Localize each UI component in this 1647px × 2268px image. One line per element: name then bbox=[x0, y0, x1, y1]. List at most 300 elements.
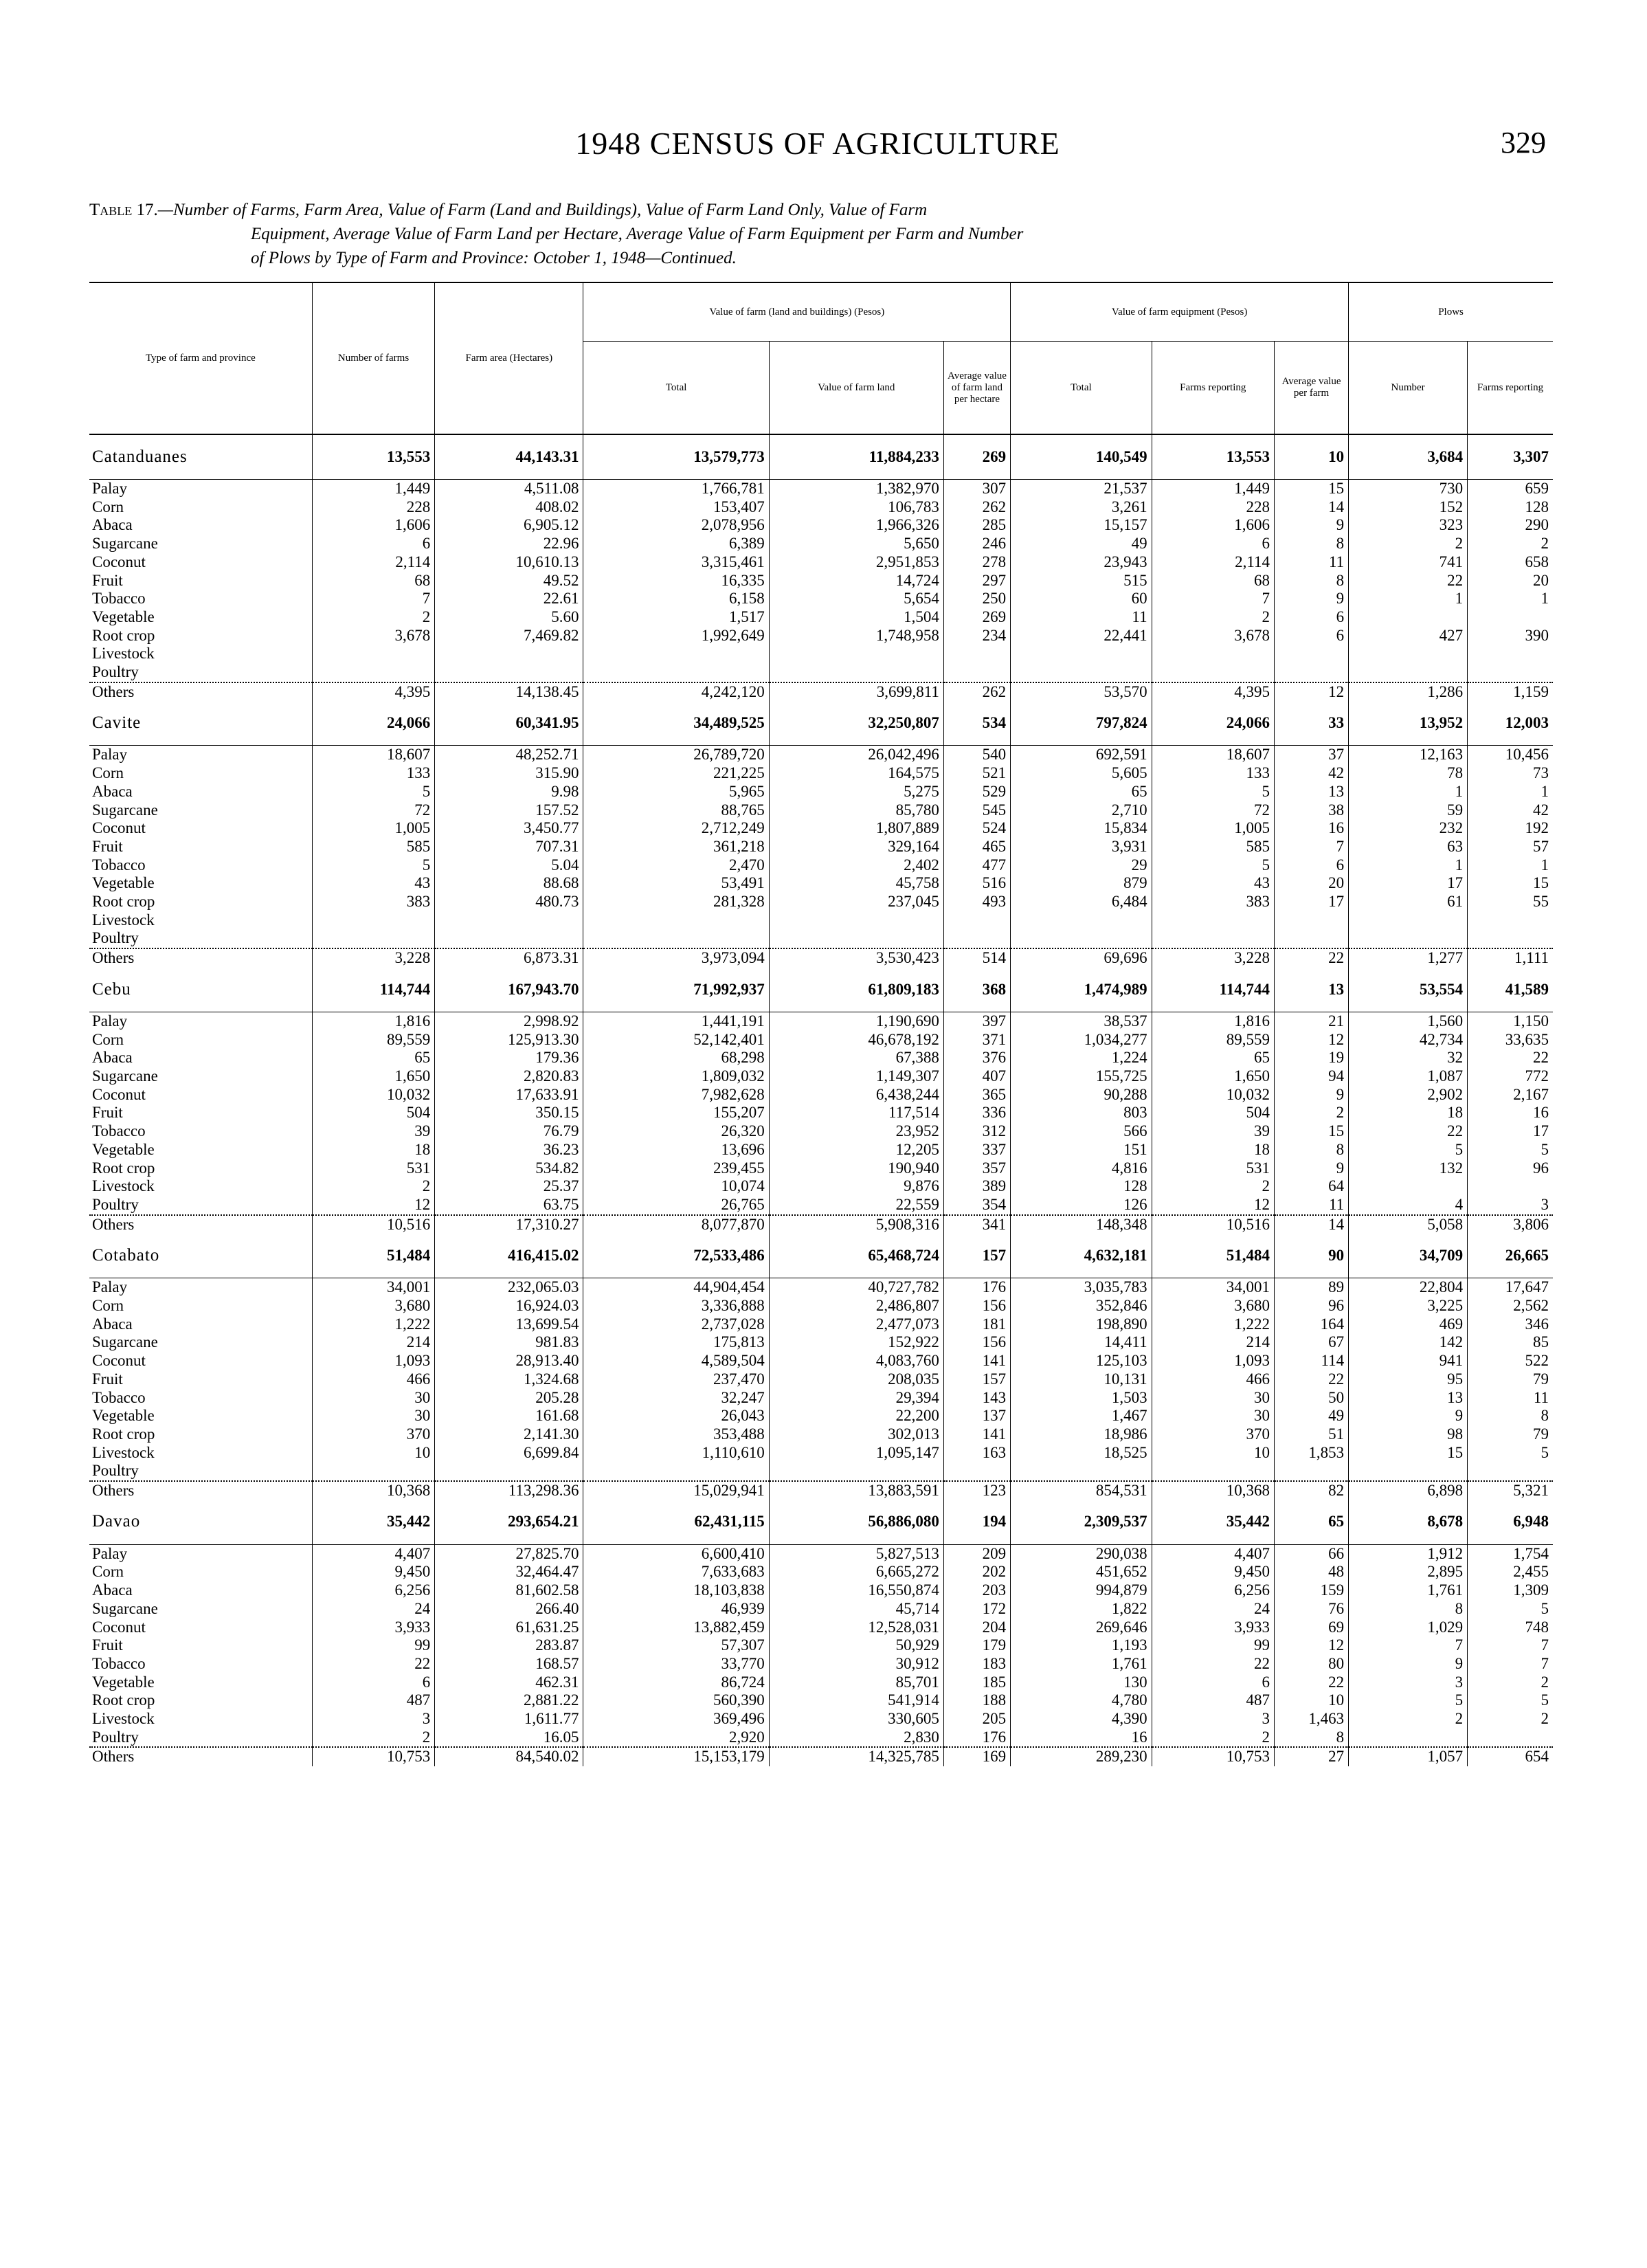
table-cell: 232,065.03 bbox=[435, 1278, 583, 1297]
table-cell: 153,407 bbox=[583, 498, 769, 517]
table-cell: 65,468,724 bbox=[769, 1234, 943, 1278]
table-cell: 214 bbox=[1152, 1333, 1274, 1352]
table-cell: 1,150 bbox=[1468, 1012, 1553, 1030]
table-cell: 5 bbox=[1349, 1691, 1468, 1710]
caption-line-1: —Number of Farms, Farm Area, Value of Farm (Land and Buildings), Value of Farm Land Only, Value of Farm bbox=[157, 201, 928, 219]
row-label: Others bbox=[89, 948, 312, 968]
table-cell: 17 bbox=[1274, 893, 1348, 911]
table-cell bbox=[769, 911, 943, 930]
table-cell: 1,029 bbox=[1349, 1619, 1468, 1637]
table-cell: 98 bbox=[1349, 1425, 1468, 1444]
table-cell: 4,511.08 bbox=[435, 480, 583, 498]
table-cell: 2,477,073 bbox=[769, 1315, 943, 1334]
table-cell: 38,537 bbox=[1011, 1012, 1152, 1030]
row-label: Cavite bbox=[89, 701, 312, 746]
table-cell: 2 bbox=[1152, 1728, 1274, 1748]
table-cell: 707.31 bbox=[435, 838, 583, 856]
table-cell: 524 bbox=[943, 819, 1010, 838]
table-cell: 2 bbox=[1468, 1710, 1553, 1728]
census-table bbox=[89, 282, 1553, 1766]
table-cell: 18 bbox=[312, 1141, 434, 1159]
row-label: Root crop bbox=[92, 626, 155, 644]
table-cell: 293,654.21 bbox=[435, 1500, 583, 1545]
table-cell: 16 bbox=[1011, 1728, 1152, 1748]
col-group-value-farm: Value of farm (land and buildings) (Pesos) bbox=[583, 282, 1011, 342]
row-label: Abaca bbox=[92, 1315, 133, 1333]
table-cell bbox=[1468, 929, 1553, 948]
table-cell: 21 bbox=[1274, 1012, 1348, 1030]
table-cell: 63 bbox=[1349, 838, 1468, 856]
table-cell: 209 bbox=[943, 1544, 1010, 1563]
table-cell: 84,540.02 bbox=[435, 1747, 583, 1766]
table-cell: 246 bbox=[943, 535, 1010, 553]
row-label: Livestock bbox=[92, 911, 155, 929]
table-cell: 1 bbox=[1349, 590, 1468, 608]
table-cell: 6,948 bbox=[1468, 1500, 1553, 1545]
table-cell: 20 bbox=[1274, 874, 1348, 893]
table-cell: 10,032 bbox=[312, 1086, 434, 1104]
table-cell: 44,904,454 bbox=[583, 1278, 769, 1297]
table-cell bbox=[312, 1462, 434, 1481]
table-cell: 51,484 bbox=[1152, 1234, 1274, 1278]
table-cell: 35,442 bbox=[312, 1500, 434, 1545]
table-cell: 2,902 bbox=[1349, 1086, 1468, 1104]
table-cell: 407 bbox=[943, 1067, 1010, 1086]
table-cell: 10,753 bbox=[312, 1747, 434, 1766]
table-cell: 6 bbox=[1152, 535, 1274, 553]
table-cell: 10,516 bbox=[1152, 1215, 1274, 1234]
table-cell: 1,093 bbox=[312, 1352, 434, 1370]
table-cell: 214 bbox=[312, 1333, 434, 1352]
row-label: Others bbox=[89, 1481, 312, 1500]
table-cell: 3,678 bbox=[312, 627, 434, 645]
table-number: Table 17. bbox=[89, 201, 158, 219]
table-row bbox=[89, 1462, 1553, 1481]
table-cell: 4,395 bbox=[312, 682, 434, 702]
table-cell bbox=[1349, 911, 1468, 930]
table-cell: 9 bbox=[1274, 1159, 1348, 1178]
row-label: Fruit bbox=[92, 1636, 123, 1654]
table-cell: 1,449 bbox=[1152, 480, 1274, 498]
table-cell: 24,066 bbox=[1152, 701, 1274, 746]
row-label: Tobacco bbox=[92, 1122, 146, 1140]
table-cell: 12,003 bbox=[1468, 701, 1553, 746]
table-row bbox=[89, 572, 1553, 590]
table-cell: 2,486,807 bbox=[769, 1297, 943, 1315]
table-cell: 22 bbox=[1349, 572, 1468, 590]
table-cell: 427 bbox=[1349, 627, 1468, 645]
table-cell: 9,450 bbox=[1152, 1563, 1274, 1581]
table-cell: 1,650 bbox=[1152, 1067, 1274, 1086]
table-cell: 16 bbox=[1468, 1104, 1553, 1122]
table-cell: 34,001 bbox=[312, 1278, 434, 1297]
table-cell: 346 bbox=[1468, 1315, 1553, 1334]
table-cell: 183 bbox=[943, 1655, 1010, 1674]
table-cell: 3 bbox=[1468, 1196, 1553, 1215]
row-label: Root crop bbox=[92, 1159, 155, 1177]
table-cell: 29 bbox=[1011, 856, 1152, 875]
table-row bbox=[89, 1196, 1553, 1215]
table-cell: 1,761 bbox=[1349, 1581, 1468, 1600]
table-cell: 72,533,486 bbox=[583, 1234, 769, 1278]
province-row bbox=[89, 1234, 1553, 1278]
table-cell: 2,141.30 bbox=[435, 1425, 583, 1444]
table-cell: 34,709 bbox=[1349, 1234, 1468, 1278]
table-cell: 13 bbox=[1349, 1389, 1468, 1408]
table-cell: 6 bbox=[312, 1674, 434, 1692]
table-cell: 57,307 bbox=[583, 1636, 769, 1655]
page-header bbox=[89, 125, 1546, 173]
table-cell: 53,491 bbox=[583, 874, 769, 893]
table-cell: 1,650 bbox=[312, 1067, 434, 1086]
table-cell: 521 bbox=[943, 764, 1010, 783]
table-cell: 22 bbox=[1274, 1674, 1348, 1692]
table-cell: 4 bbox=[1349, 1196, 1468, 1215]
row-label: Fruit bbox=[92, 571, 123, 589]
table-cell: 368 bbox=[943, 968, 1010, 1012]
table-cell: 2 bbox=[1152, 1177, 1274, 1196]
table-cell: 336 bbox=[943, 1104, 1010, 1122]
table-row bbox=[89, 874, 1553, 893]
table-cell: 1 bbox=[1468, 590, 1553, 608]
table-cell: 692,591 bbox=[1011, 746, 1152, 764]
table-cell: 5,908,316 bbox=[769, 1215, 943, 1234]
table-cell: 13 bbox=[1274, 968, 1348, 1012]
table-caption bbox=[89, 198, 1553, 270]
table-cell: 37 bbox=[1274, 746, 1348, 764]
table-cell: 469 bbox=[1349, 1315, 1468, 1334]
table-cell: 17,310.27 bbox=[435, 1215, 583, 1234]
table-row bbox=[89, 1297, 1553, 1315]
table-cell: 30 bbox=[1152, 1389, 1274, 1408]
table-cell: 3,806 bbox=[1468, 1215, 1553, 1234]
row-label: Coconut bbox=[92, 1085, 146, 1103]
table-cell: 14 bbox=[1274, 498, 1348, 517]
table-cell: 94 bbox=[1274, 1067, 1348, 1086]
table-cell: 451,652 bbox=[1011, 1563, 1152, 1581]
table-cell: 46,939 bbox=[583, 1600, 769, 1619]
caption-line-3: of Plows by Type of Farm and Province: October 1, 1948—Continued. bbox=[251, 249, 737, 267]
table-cell: 89,559 bbox=[312, 1031, 434, 1049]
table-cell: 1,190,690 bbox=[769, 1012, 943, 1030]
table-cell: 76 bbox=[1274, 1600, 1348, 1619]
table-row bbox=[89, 1122, 1553, 1141]
col-avg-value-land: Average value of farm land per hectare bbox=[943, 342, 1010, 435]
row-label: Root crop bbox=[92, 893, 155, 911]
col-total: Total bbox=[583, 342, 769, 435]
table-row bbox=[89, 516, 1553, 535]
table-cell: 6,256 bbox=[1152, 1581, 1274, 1600]
table-cell: 6,484 bbox=[1011, 893, 1152, 911]
table-cell bbox=[1011, 911, 1152, 930]
table-cell: 514 bbox=[943, 948, 1010, 968]
table-cell: 2,737,028 bbox=[583, 1315, 769, 1334]
table-cell: 7 bbox=[1468, 1636, 1553, 1655]
table-cell: 10,074 bbox=[583, 1177, 769, 1196]
table-cell: 390 bbox=[1468, 627, 1553, 645]
table-cell: 18 bbox=[1349, 1104, 1468, 1122]
table-cell: 3,315,461 bbox=[583, 553, 769, 572]
table-cell bbox=[943, 1462, 1010, 1481]
table-cell: 46,678,192 bbox=[769, 1031, 943, 1049]
table-cell: 148,348 bbox=[1011, 1215, 1152, 1234]
table-cell bbox=[435, 1462, 583, 1481]
table-cell: 12,205 bbox=[769, 1141, 943, 1159]
table-cell: 2,710 bbox=[1011, 801, 1152, 820]
table-cell: 185 bbox=[943, 1674, 1010, 1692]
table-cell bbox=[1274, 663, 1348, 682]
table-row bbox=[89, 911, 1553, 930]
row-label: Poultry bbox=[92, 1462, 139, 1480]
row-label: Coconut bbox=[92, 1618, 146, 1636]
col-farms-reporting: Farms reporting bbox=[1152, 342, 1274, 435]
caption-line-2: Equipment, Average Value of Farm Land per Hectare, Average Value of Farm Equipment per Farm and Number bbox=[251, 225, 1024, 243]
table-cell bbox=[583, 645, 769, 663]
table-cell: 3,035,783 bbox=[1011, 1278, 1152, 1297]
table-row bbox=[89, 929, 1553, 948]
table-cell: 60,341.95 bbox=[435, 701, 583, 746]
table-cell bbox=[943, 663, 1010, 682]
table-cell: 69 bbox=[1274, 1619, 1348, 1637]
row-label: Livestock bbox=[92, 1443, 155, 1461]
table-cell: 10 bbox=[1152, 1444, 1274, 1463]
table-cell: 3,933 bbox=[1152, 1619, 1274, 1637]
table-cell bbox=[1468, 1177, 1553, 1196]
table-cell: 45,758 bbox=[769, 874, 943, 893]
table-cell: 34,001 bbox=[1152, 1278, 1274, 1297]
row-label: Cebu bbox=[89, 968, 312, 1012]
table-cell bbox=[1274, 1462, 1348, 1481]
table-cell: 130 bbox=[1011, 1674, 1152, 1692]
page-number: 329 bbox=[1501, 126, 1546, 159]
table-cell: 5 bbox=[1152, 856, 1274, 875]
table-cell: 11 bbox=[1011, 608, 1152, 627]
table-cell: 237,045 bbox=[769, 893, 943, 911]
table-cell: 5,654 bbox=[769, 590, 943, 608]
table-cell: 156 bbox=[943, 1333, 1010, 1352]
table-cell: 43 bbox=[1152, 874, 1274, 893]
table-cell: 14,138.45 bbox=[435, 682, 583, 702]
row-label: Vegetable bbox=[92, 608, 155, 625]
table-cell: 234 bbox=[943, 627, 1010, 645]
col-type: Type of farm and province bbox=[89, 282, 312, 434]
table-cell: 1,159 bbox=[1468, 682, 1553, 702]
table-cell: 68,298 bbox=[583, 1049, 769, 1067]
table-cell: 26,320 bbox=[583, 1122, 769, 1141]
table-cell: 16,550,874 bbox=[769, 1581, 943, 1600]
table-cell: 1,912 bbox=[1349, 1544, 1468, 1563]
table-cell: 1,807,889 bbox=[769, 819, 943, 838]
table-cell: 179.36 bbox=[435, 1049, 583, 1067]
table-cell: 45,714 bbox=[769, 1600, 943, 1619]
table-cell: 994,879 bbox=[1011, 1581, 1152, 1600]
table-cell: 36.23 bbox=[435, 1141, 583, 1159]
table-cell: 5,650 bbox=[769, 535, 943, 553]
table-cell bbox=[1011, 1462, 1152, 1481]
table-cell bbox=[1468, 911, 1553, 930]
table-cell: 3,228 bbox=[1152, 948, 1274, 968]
table-cell: 1,816 bbox=[1152, 1012, 1274, 1030]
table-cell: 12,163 bbox=[1349, 746, 1468, 764]
table-cell: 1,504 bbox=[769, 608, 943, 627]
table-cell bbox=[1468, 1462, 1553, 1481]
table-cell: 1,441,191 bbox=[583, 1012, 769, 1030]
table-cell: 1,193 bbox=[1011, 1636, 1152, 1655]
table-cell: 5,058 bbox=[1349, 1215, 1468, 1234]
table-cell: 2 bbox=[1152, 608, 1274, 627]
table-cell: 6 bbox=[312, 535, 434, 553]
table-cell: 22 bbox=[1274, 948, 1348, 968]
table-cell: 2 bbox=[1274, 1104, 1348, 1122]
table-cell bbox=[1011, 929, 1152, 948]
row-label: Catanduanes bbox=[89, 434, 312, 480]
table-cell: 7 bbox=[1152, 590, 1274, 608]
table-cell: 14,411 bbox=[1011, 1333, 1152, 1352]
table-cell: 1,966,326 bbox=[769, 516, 943, 535]
table-cell: 487 bbox=[312, 1691, 434, 1710]
table-cell: 2,920 bbox=[583, 1728, 769, 1748]
table-cell: 85,701 bbox=[769, 1674, 943, 1692]
table-cell: 5 bbox=[1349, 1141, 1468, 1159]
table-cell: 330,605 bbox=[769, 1710, 943, 1728]
table-cell: 353,488 bbox=[583, 1425, 769, 1444]
table-row bbox=[89, 1215, 1553, 1234]
table-cell: 30 bbox=[312, 1407, 434, 1425]
table-cell: 1,809,032 bbox=[583, 1067, 769, 1086]
table-cell bbox=[1468, 1728, 1553, 1748]
table-cell: 5 bbox=[1468, 1141, 1553, 1159]
row-label: Vegetable bbox=[92, 1140, 155, 1158]
table-cell: 250 bbox=[943, 590, 1010, 608]
table-cell: 22 bbox=[1349, 1122, 1468, 1141]
row-label: Livestock bbox=[92, 645, 155, 663]
table-cell: 13 bbox=[1274, 783, 1348, 801]
table-cell: 142 bbox=[1349, 1333, 1468, 1352]
table-cell: 1,467 bbox=[1011, 1407, 1152, 1425]
table-row bbox=[89, 1333, 1553, 1352]
table-cell: 4,083,760 bbox=[769, 1352, 943, 1370]
table-cell: 5 bbox=[1468, 1691, 1553, 1710]
table-cell bbox=[1152, 929, 1274, 948]
table-cell: 204 bbox=[943, 1619, 1010, 1637]
row-label: Coconut bbox=[92, 1352, 146, 1370]
table-cell: 6,873.31 bbox=[435, 948, 583, 968]
table-cell bbox=[1349, 608, 1468, 627]
table-cell: 152,922 bbox=[769, 1333, 943, 1352]
table-cell: 1,822 bbox=[1011, 1600, 1152, 1619]
table-cell: 157 bbox=[943, 1234, 1010, 1278]
table-cell bbox=[1274, 911, 1348, 930]
table-cell: 6,158 bbox=[583, 590, 769, 608]
row-label: Others bbox=[89, 1215, 312, 1234]
table-cell: 1,606 bbox=[1152, 516, 1274, 535]
table-cell: 18,986 bbox=[1011, 1425, 1152, 1444]
table-cell: 128 bbox=[1011, 1177, 1152, 1196]
table-cell: 40,727,782 bbox=[769, 1278, 943, 1297]
row-label: Tobacco bbox=[92, 856, 146, 874]
table-cell: 1,606 bbox=[312, 516, 434, 535]
table-cell: 49 bbox=[1274, 1407, 1348, 1425]
table-cell: 369,496 bbox=[583, 1710, 769, 1728]
table-cell: 1,005 bbox=[312, 819, 434, 838]
table-cell: 159 bbox=[1274, 1581, 1348, 1600]
table-cell: 2,078,956 bbox=[583, 516, 769, 535]
table-cell: 370 bbox=[312, 1425, 434, 1444]
table-cell: 22.96 bbox=[435, 535, 583, 553]
table-cell: 161.68 bbox=[435, 1407, 583, 1425]
table-cell: 13,952 bbox=[1349, 701, 1468, 746]
table-cell: 278 bbox=[943, 553, 1010, 572]
row-label: Corn bbox=[92, 764, 124, 782]
table-cell: 315.90 bbox=[435, 764, 583, 783]
table-cell: 157.52 bbox=[435, 801, 583, 820]
table-cell: 194 bbox=[943, 1500, 1010, 1545]
table-cell: 18 bbox=[1152, 1141, 1274, 1159]
table-cell: 16.05 bbox=[435, 1728, 583, 1748]
table-cell: 65 bbox=[1011, 783, 1152, 801]
table-cell: 1,324.68 bbox=[435, 1370, 583, 1389]
table-cell: 30 bbox=[1152, 1407, 1274, 1425]
table-cell: 2,820.83 bbox=[435, 1067, 583, 1086]
table-cell: 90 bbox=[1274, 1234, 1348, 1278]
table-cell: 12 bbox=[1152, 1196, 1274, 1215]
table-cell: 55 bbox=[1468, 893, 1553, 911]
row-label: Poultry bbox=[92, 929, 139, 947]
table-cell bbox=[1152, 663, 1274, 682]
table-cell: 14 bbox=[1274, 1215, 1348, 1234]
table-cell: 1,309 bbox=[1468, 1581, 1553, 1600]
table-row bbox=[89, 1315, 1553, 1334]
table-cell: 89,559 bbox=[1152, 1031, 1274, 1049]
table-row bbox=[89, 1481, 1553, 1500]
table-cell: 1,111 bbox=[1468, 948, 1553, 968]
table-row bbox=[89, 645, 1553, 663]
table-cell: 42 bbox=[1468, 801, 1553, 820]
table-cell: 22,200 bbox=[769, 1407, 943, 1425]
table-cell: 49 bbox=[1011, 535, 1152, 553]
table-cell: 5 bbox=[1152, 783, 1274, 801]
table-cell: 10 bbox=[1274, 434, 1348, 480]
table-cell: 208,035 bbox=[769, 1370, 943, 1389]
table-cell: 8 bbox=[1274, 572, 1348, 590]
row-label: Sugarcane bbox=[92, 1599, 158, 1617]
table-cell: 60 bbox=[1011, 590, 1152, 608]
table-cell: 22 bbox=[312, 1655, 434, 1674]
table-cell: 41,589 bbox=[1468, 968, 1553, 1012]
table-cell: 1,087 bbox=[1349, 1067, 1468, 1086]
table-cell: 59 bbox=[1349, 801, 1468, 820]
table-cell: 17 bbox=[1349, 874, 1468, 893]
table-cell: 10,516 bbox=[312, 1215, 434, 1234]
table-cell: 480.73 bbox=[435, 893, 583, 911]
table-cell: 516 bbox=[943, 874, 1010, 893]
table-cell: 65 bbox=[1274, 1500, 1348, 1545]
table-cell: 383 bbox=[312, 893, 434, 911]
table-cell: 302,013 bbox=[769, 1425, 943, 1444]
table-cell: 205 bbox=[943, 1710, 1010, 1728]
table-cell: 13,553 bbox=[312, 434, 434, 480]
row-label: Root crop bbox=[92, 1425, 155, 1443]
table-cell: 61,809,183 bbox=[769, 968, 943, 1012]
table-row bbox=[89, 1636, 1553, 1655]
table-cell bbox=[583, 929, 769, 948]
table-cell: 13,579,773 bbox=[583, 434, 769, 480]
table-cell: 190,940 bbox=[769, 1159, 943, 1178]
table-row bbox=[89, 801, 1553, 820]
table-cell: 126 bbox=[1011, 1196, 1152, 1215]
table-cell: 22 bbox=[1468, 1049, 1553, 1067]
table-cell: 9 bbox=[1349, 1407, 1468, 1425]
